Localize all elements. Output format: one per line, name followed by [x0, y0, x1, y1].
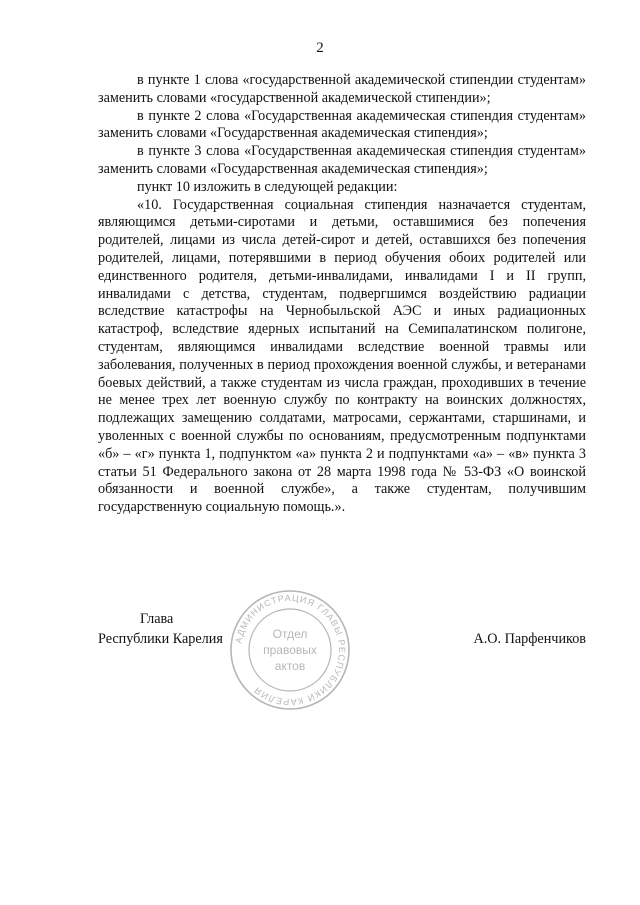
stamp-line-1: Отдел — [272, 627, 308, 641]
signatory-title-line2: Республики Карелия — [98, 631, 223, 647]
page-number: 2 — [316, 40, 324, 56]
stamp-line-3: актов — [274, 659, 306, 673]
official-stamp — [228, 588, 352, 712]
signatory-name: А.О. Парфенчиков — [473, 631, 586, 647]
document-body — [98, 72, 586, 517]
stamp-line-2: правовых — [263, 643, 317, 657]
amendment-paragraph-1: в пункте 1 слова «государственной академической стипендии студентам» заменить словами «государственной академической стипендии»; — [98, 72, 586, 106]
amendment-paragraph-3: в пункте 3 слова «Государственная академическая стипендия студентам» заменить словами «Государственная академическая стипендия»; — [98, 143, 586, 177]
amendment-paragraph-2: в пункте 2 слова «Государственная академическая стипендия студентам» заменить словами «Государственная академическая стипендия»; — [98, 107, 586, 142]
amendment-paragraph-4: пункт 10 изложить в следующей редакции: — [137, 178, 398, 195]
amendment-paragraph-5: «10. Государственная социальная стипендия назначается студентам, являющимся детьми-сиротами и детьми, оставшимися без попечения родителей, лицами из числа детей-сирот и детей, оставшихся без попечения родителей, лицами, потерявшими в период обучения обоих родителей или единственного родителя, детьми-инвалидами, инвалидами I и II групп, инвалидами с детства, студентам, подвергшимся воздействию радиации вследствие катастрофы на Чернобыльской АЭС и иных радиационных катастроф, вследствие ядерных испытаний на Семипалатинском полигоне, студентам, являющимся инвалидами вследствие военной травмы или заболевания, полученных в период прохождения военной службы, и ветеранами боевых действий, а также студентам из числа граждан, проходивших в течение не менее трех лет военную службу по контракту на воинских должностях, подлежащих замещению солдатами, матросами, сержантами, старшинами, и уволенных с военной службы по основаниям, предусмотренным подпунктами «б» – «г» пункта 1, подпунктом «а» пункта 2 и подпунктами «а» – «в» пункта 3 статьи 51 Федерального закона от 28 марта 1998 года № 53-ФЗ «О воинской обязанности и военной службе», а также студентам, получившим государственную социальную помощь.». — [98, 196, 586, 516]
stamp-ring-text: АДМИНИСТРАЦИЯ ГЛАВЫ РЕСПУБЛИКИ КАРЕЛИЯ — [233, 592, 348, 708]
signatory-title-line1: Глава — [140, 611, 174, 627]
